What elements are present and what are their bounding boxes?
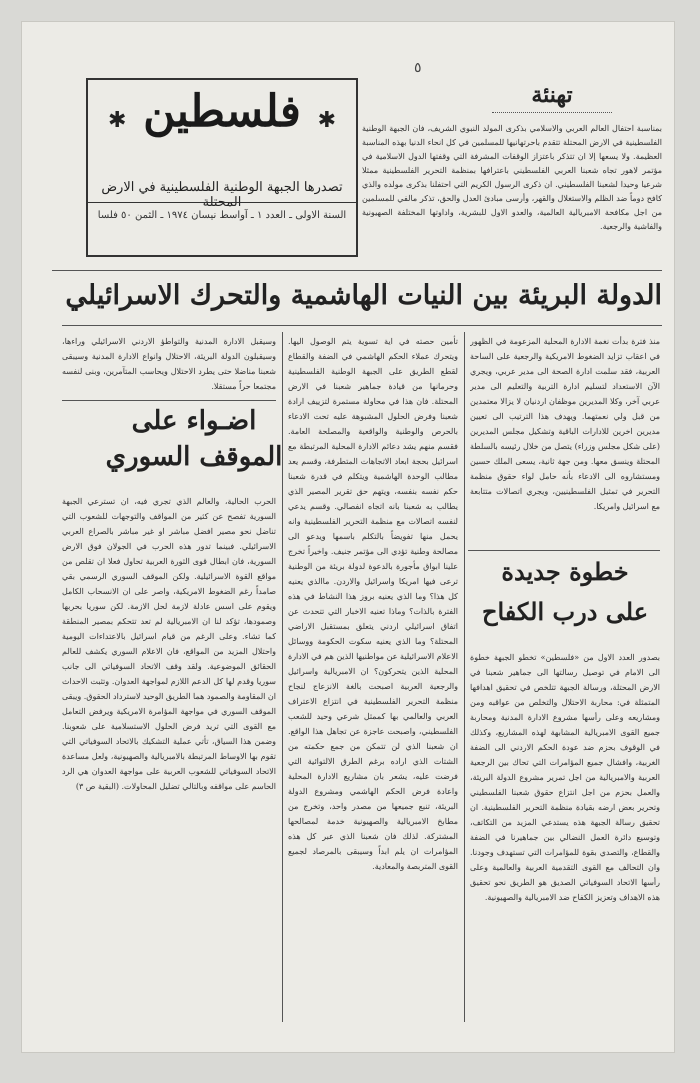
newspaper-title: فلسطين — [143, 86, 301, 137]
article-middle: تأمين حصته في اية تسوية يتم الوصول اليها. ويتحرك عملاء الحكم الهاشمي في الضفة والقطاع لقطع الطريق على الجبهة الوطنية الفلسطينية وحرمانها من قيادة جماهير شعبنا في الارض المحتلة. فان هذا في محاولة مستمرة لتزييف ارادة شعبنا وفرض الحلول المشبوهة عليه تحت الادعاء بالحرص والوطنية والواقعية والمصلحة العامة. فقسم منهم يشد دعائم الادارة المحلية المرتبطة مع اسرائيل بحجة ابعاد الاتجاهات المتطرفة، وقسم يعد مطالب الوحدة الهاشمية ويتكلم في قدرة شعبنا حكم نفسه بنفسه، ويتهم حق تقرير المصير الذي يطالب به شعبنا بانه اتجاه انفصالي. وقسم يدعي لنفسه اتصالات مع منظمة التحرير الفلسطينية وانه يحمل منها تفويضاً بالتكلم باسمها ويدعو الى مصالحة وطنية تؤدي الى مؤتمر جنيف. واخيراً تخرج علينا ابواق مأجورة بالدعوة لدولة بريئة من الوطنية ترعى فيها امريكا واسرائيل والاردن. ماالذي يعنيه كل هذا؟ وما الذي يعنيه بروز هذا النشاط في هذه الفترة بالذات؟ وماذا تعنيه الاخبار التي تتحدث عن اتفاق اسرائيلي اردني يتعلق بمستقبل الاراضي المحتلة؟ وما الذي يعنيه سكوت الحكومة ووسائل الاعلام الاسرائيلية عن مواطنيها الذين هم في الادارة المحلية الذين يتحركون؟ ان الامبريالية واسرائيل والرجعية العربية اصبحت بالغة الانزعاج لنجاح منظمة التحرير الفلسطينية في انتزاع الاعتراف العربي والعالمي بها كممثل شرعي وحيد للشعب الفلسطيني، واصبحت عاجزة عن تجاهل هذا الواقع. ان شعبنا الذي لن تتمكن من جمع حكمته من الشتات الذي اراده برغم الطرق الالتوائية التي فرضت عليه، يشعر بان مشاريع الادارة المحلية واعادة فرض الحكم الهاشمي ومشروع الدولة البريئة، تنبع جميعها من مصدر واحد، وتخرج من مطابخ الامبريالية والصهيونية خدمة لمصالحها المشتركة. لذلك فان شعبنا الذي عبر كل هذه المؤامرات ان يلم ابداً وسيبقى بالمرصاد لجميع القوى المتربصة والمعادية. — [288, 337, 458, 871]
star-icon: ✱ — [317, 108, 336, 133]
congratulations-heading: تهنئة — [531, 82, 573, 108]
box-divider — [468, 550, 660, 551]
new-step-heading-line2: على درب الكفاح — [481, 597, 649, 626]
main-headline: الدولة البريئة بين النيات الهاشمية والتحرك الاسرائيلي — [65, 280, 662, 311]
star-icon: ✱ — [108, 108, 127, 133]
article-left-upper: وسيقبل الادارة المدنية والتواطؤ الاردني الاسرائيلي وراءها، وسيقبلون الدولة البريئة، الاحتلال وانواع الادارة المدنية وسيبقى شعبنا مناضلا حتى يطرد الاحتلال ويحاسب المتآمرين، وبنى لنفسه مجتمعا حراً مستقلا. — [62, 337, 276, 391]
masthead — [86, 78, 358, 257]
new-step-heading — [472, 557, 658, 643]
headline-divider — [62, 325, 662, 326]
new-step-heading-line1: خطوة جديدة — [501, 557, 629, 586]
article-right-upper: منذ فترة بدأت نغمة الادارة المحلية المزعومة في الظهور في اعقاب تزايد الضغوط الامريكية والرجعية على الساحة العربية، فقد سلمت ادارة الصحة الى مدير عربي، ويجري الآن الاستعداد لتسليم ادارة التربية والتعليم الى مدير عربي آخر، وكلا المديرين موظفان اردنيان لا يزالا معتمدين من قبل ولي نعمتهما. ويهدف هذا الترتيب الى تعيين مديرين اخرين للادارات الباقية وتشكيل مجلس المديرين (على شكل مجلس وزراء) يتصل من خلال رئيسه بالسلطة المحتلة وينسق معها. ومن جهة ثانية، يسعى الملك حسين ومستشاروه الى الادعاء بأنه حامل لواء حقوق منظمة التحرير في تمثيل الفلسطينيين، ويجري اتصالات متتابعة مع اسرائيل وامريكا. — [470, 337, 660, 511]
article-left-lower: الحرب الحالية، والعالم الذي تجري فيه، ان تسترعي الجبهة السورية تفصح عن كثير من المواقف والتوجهات للشعوب التي تناضل نحو مصير افضل مباشر او غير مباشر بالصراع العربي الاسرائيلي. فبينما تدور هذه الحرب في الجولان فوق الارض السورية، فان ابطال قوى الثورة العربية تحاول فعلا ان تقلص من مواقع القوة الاسرائيلية. ولكن الموقف السوري الرسمي بقي صامداً رغم الضغوط الامريكية، واصر على ان الانسحاب الكامل ويقوم على اسس عادلة لازمة لحل الازمة. لكن سوريا بحربها وصمودها، تؤكد لنا ان الامبريالية لم تعد تتحكم بمصير المنطقة كما تشاء. وعلى الرغم من قيام اسرائيل بالاعتداءات اليومية واحتلال المزيد من المواقع، فان الاعلام السوري يكشف للعالم الحقائق الموضوعية. ولقد وقف الاتحاد السوفياتي الى جانب سوريا وقدم لها كل الدعم اللازم لمواجهة العدوان. وتثبت الاحداث ان المقاومة والصمود هما الطريق الوحيد لاسترداد الحقوق. ويبقى الموقف السوري في مواجهة المؤامرة الامريكية ويرفض التعامل مع القوى التي تريد فرض الحلول الاستسلامية على شعوبنا. وضمن هذا السياق، تأتي عملية التشكيك بالاتحاد السوفياتي التي تقوم بها الاوساط المرتبطة بالامبريالية والصهيونية، ولعل مساعدة الاتحاد السوفياتي للشعوب العربية على مواجهة العدوان هي الرد الحاسم على مواقفه وبالتالي تضليل المحاولات. (البقية ص ٣) — [62, 497, 276, 791]
page-number: ٥ — [414, 60, 422, 76]
column-divider — [464, 332, 465, 1022]
congratulations-text: بمناسبة احتفال العالم العربي والاسلامي بذكرى المولد النبوي الشريف، فان الجبهة الوطنية الفلسطينية في الارض المحتلة تتقدم باحرتهانيها للمسلمين في كل انحاء الدنيا بهذه المناسبة العظيمة. ولا يسعها إلا ان تتذكر باعتزاز الوقفات المشرفة التي وقفتها الدول الاسلامية في مؤتمر لاهور تجاه شعبنا العربي الفلسطيني باعترافها بمنظمة التحرير الفلسطينية ممثلا شرعيا وحيدا لشعبنا الفلسطيني. ان ذكرى الرسول الكريم التي احتفلنا بذكرى مولده والذي كافح دوماً ضد الظلم والاستغلال والقهر، وأرسى مبادئ العدل والحق، تذكر مالفي للمسلمين من اجل مكافحة الامبريالية العالمية، والعدو الاول للبشرية، واداوتها المختلفة الصهيونية والفاشية والرجعية. — [362, 124, 662, 231]
article-right-lower: بصدور العدد الاول من «فلسطين» تخطو الجبهة خطوة الى الامام في توصيل رسالتها الى جماهير شعبنا في الارض المحتلة، ورسالة الجبهة تتلخص في تحقيق اهدافها المتمثلة في: محاربة الاحتلال والتخلص من عواقبه ومن ومشاريعه وعلى رأسها مشروع الادارة المدنية ومحاربة جميع القوى الامبريالية المشابهة لهذه المشاريع، وكذلك في الوقوف بحزم ضد عودة الحكم الاردني الى الضفة الغربية، وافشال جميع المؤامرات التي تحاك بين الرجعية العربية والامبريالية من اجل تمرير مشروع الدولة البريئة، والعمل بحزم من اجل انتزاع حقوق شعبنا الفلسطيني وتحرير بعض ارضه بقيادة منظمة التحرير الفلسطينية. ان تحقيق رسالة الجبهة هذه يستدعي المزيد من التكاتف، وتوسيع دائرة العمل النضالي بين جماهيرنا في الضفة والقطاع، والتصدي بقوة للمؤامرات التي تستهدف وجودنا. وان التحالف مع القوى التقدمية العربية والعالمية وعلى رأسها الاتحاد السوفياتي الصديق هو الطريق نحو تحقيق هذه الاهداف وتعزيز الكفاح ضد الامبريالية والصهيونية. — [470, 653, 660, 902]
section-divider — [52, 270, 662, 271]
syria-heading-line1: اضـواء على — [131, 406, 257, 436]
syria-heading-line2: الموقف السوري — [105, 442, 283, 472]
masthead-divider — [88, 202, 356, 203]
article-divider — [62, 400, 276, 401]
document-page — [22, 22, 674, 1052]
newspaper-subtitle: تصدرها الجبهة الوطنية الفلسطينية في الارض المحتلة — [101, 180, 343, 210]
heading-underline — [492, 112, 612, 113]
issue-line: السنة الاولى ـ العدد ١ ـ آواسط نيسان ١٩٧٤ ـ الثمن ٥٠ فلسا — [97, 210, 347, 221]
